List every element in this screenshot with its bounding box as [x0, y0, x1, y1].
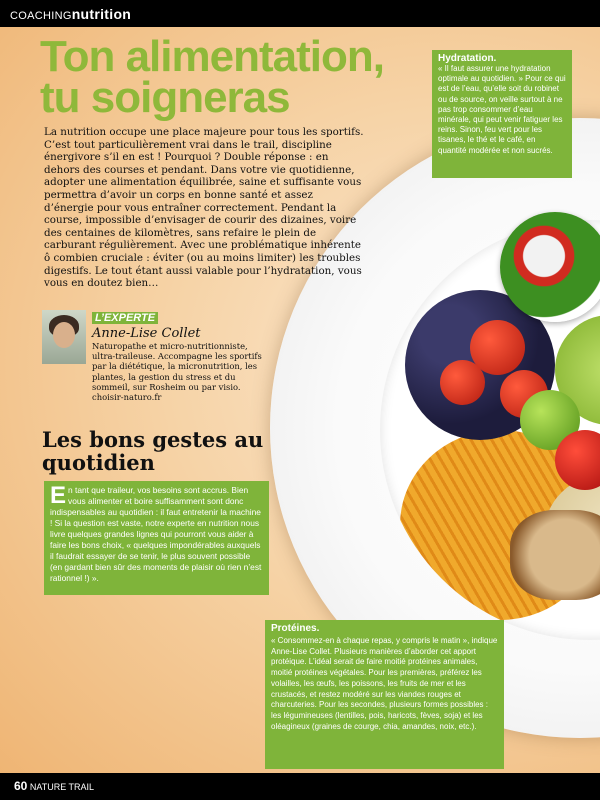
footer-bar [0, 773, 600, 800]
subsection-label: nutrition [71, 6, 132, 22]
section-rubric [10, 6, 131, 22]
hydratation-text: « Il faut assurer une hydratation optimale au quotidien. » Pour ce qui est de l’eau, qu’elle soit du robinet ou de source, on veille surtout à ne pas trop consommer d’eau minérale, qui peut venir fatiguer les reins. Sinon, feu vert pour les tisanes, le thé et le café, en quantité modérée et non sucrés. [438, 64, 566, 155]
drop-cap: E [50, 482, 67, 509]
lead-paragraph: La nutrition occupe une place majeure pour tous les sportifs. C’est tout particulièrement vrai dans le trail, discipline énergivore s’il en est ! Pourquoi ? Double réponse : en dehors des courses et pendant. Dans votre vie quotidienne, adopter une alimentation équilibrée, saine et suffisante vous permettra d’avoir un corps en bonne santé et assez d’énergie pour vous entraîner correctement. Pendant la course, impossible d’envisager de courir des dizaines, voire des centaines de kilomètres, sans refaire le plein de carburant régulièrement. Avec une problématique inhérente ô combien cruciale : éviter (ou au moins limiter) les troubles digestifs. Le tout étant aussi valable pour l’hydratation, vous vous en doutez bien… [44, 126, 364, 290]
expert-label: L’EXPERTE [92, 312, 158, 324]
proteines-box [265, 620, 504, 769]
expert-photo [42, 310, 86, 364]
gestes-text [50, 482, 263, 584]
proteines-text: « Consommez-en à chaque repas, y compris le matin », indique Anne-Lise Collet. Plusieurs manières d’aborder cet apport protéique. L’idéal serait de faire moitié protéines animales, moitié protéines végétales. Pour les premières, préférez les volailles, les œufs, les poissons, les fruits de mer et les crustacés, et restez modéré sur les viandes rouges et charcuteries. Pour les secondes, plusieurs formes possibles : les légumineuses (lentilles, pois, haricots, fèves, soja) et les oléagineux (graines de courge, chia, amandes, noix, etc.). [271, 636, 498, 731]
salad-bowl [500, 212, 600, 322]
folio [14, 779, 94, 793]
bread-slices [510, 510, 600, 600]
expert-bio: Naturopathe et micro-nutritionniste, ultra-traileuse. Accompagne les sportifs par la diététique, la micronutrition, les plantes, la gestion du stress et du sommeil, sur Rosheim ou par visio. choisir-naturo.fr [92, 341, 262, 403]
hydratation-title: Hydratation. [438, 53, 497, 64]
gestes-box [44, 481, 269, 595]
page-number: 60 [14, 779, 28, 793]
hydratation-box [432, 50, 572, 178]
section-heading: Les bons gestes au quotidien [42, 427, 264, 475]
article-title [40, 32, 430, 122]
proteines-title: Protéines. [271, 623, 320, 634]
title-line-1: Ton alimentation, [40, 32, 384, 81]
header-bar [0, 0, 600, 27]
gestes-body: n tant que traileur, vos besoins sont accrus. Bien vous alimenter et boire suffisamment sont donc indispensables au quotidien : il faut entretenir la machine ! Si la question est vaste, notre experte en nutrition nous livre quelques grandes lignes qui pourront vous aider à faire les bons choix, « quelques impondérables auxquels il faudrait essayer de se tenir, le plus souvent possible (en gardant bien sûr des moments de plaisir où rien n’est rationnel !) ». [50, 485, 262, 583]
expert-face [53, 322, 75, 348]
expert-name: Anne-Lise Collet [92, 326, 201, 341]
title-line-2: tu soigneras [40, 73, 290, 122]
section-label: COACHING [10, 10, 72, 22]
magazine-name: NATURE TRAIL [29, 782, 95, 792]
tomato [440, 360, 485, 405]
